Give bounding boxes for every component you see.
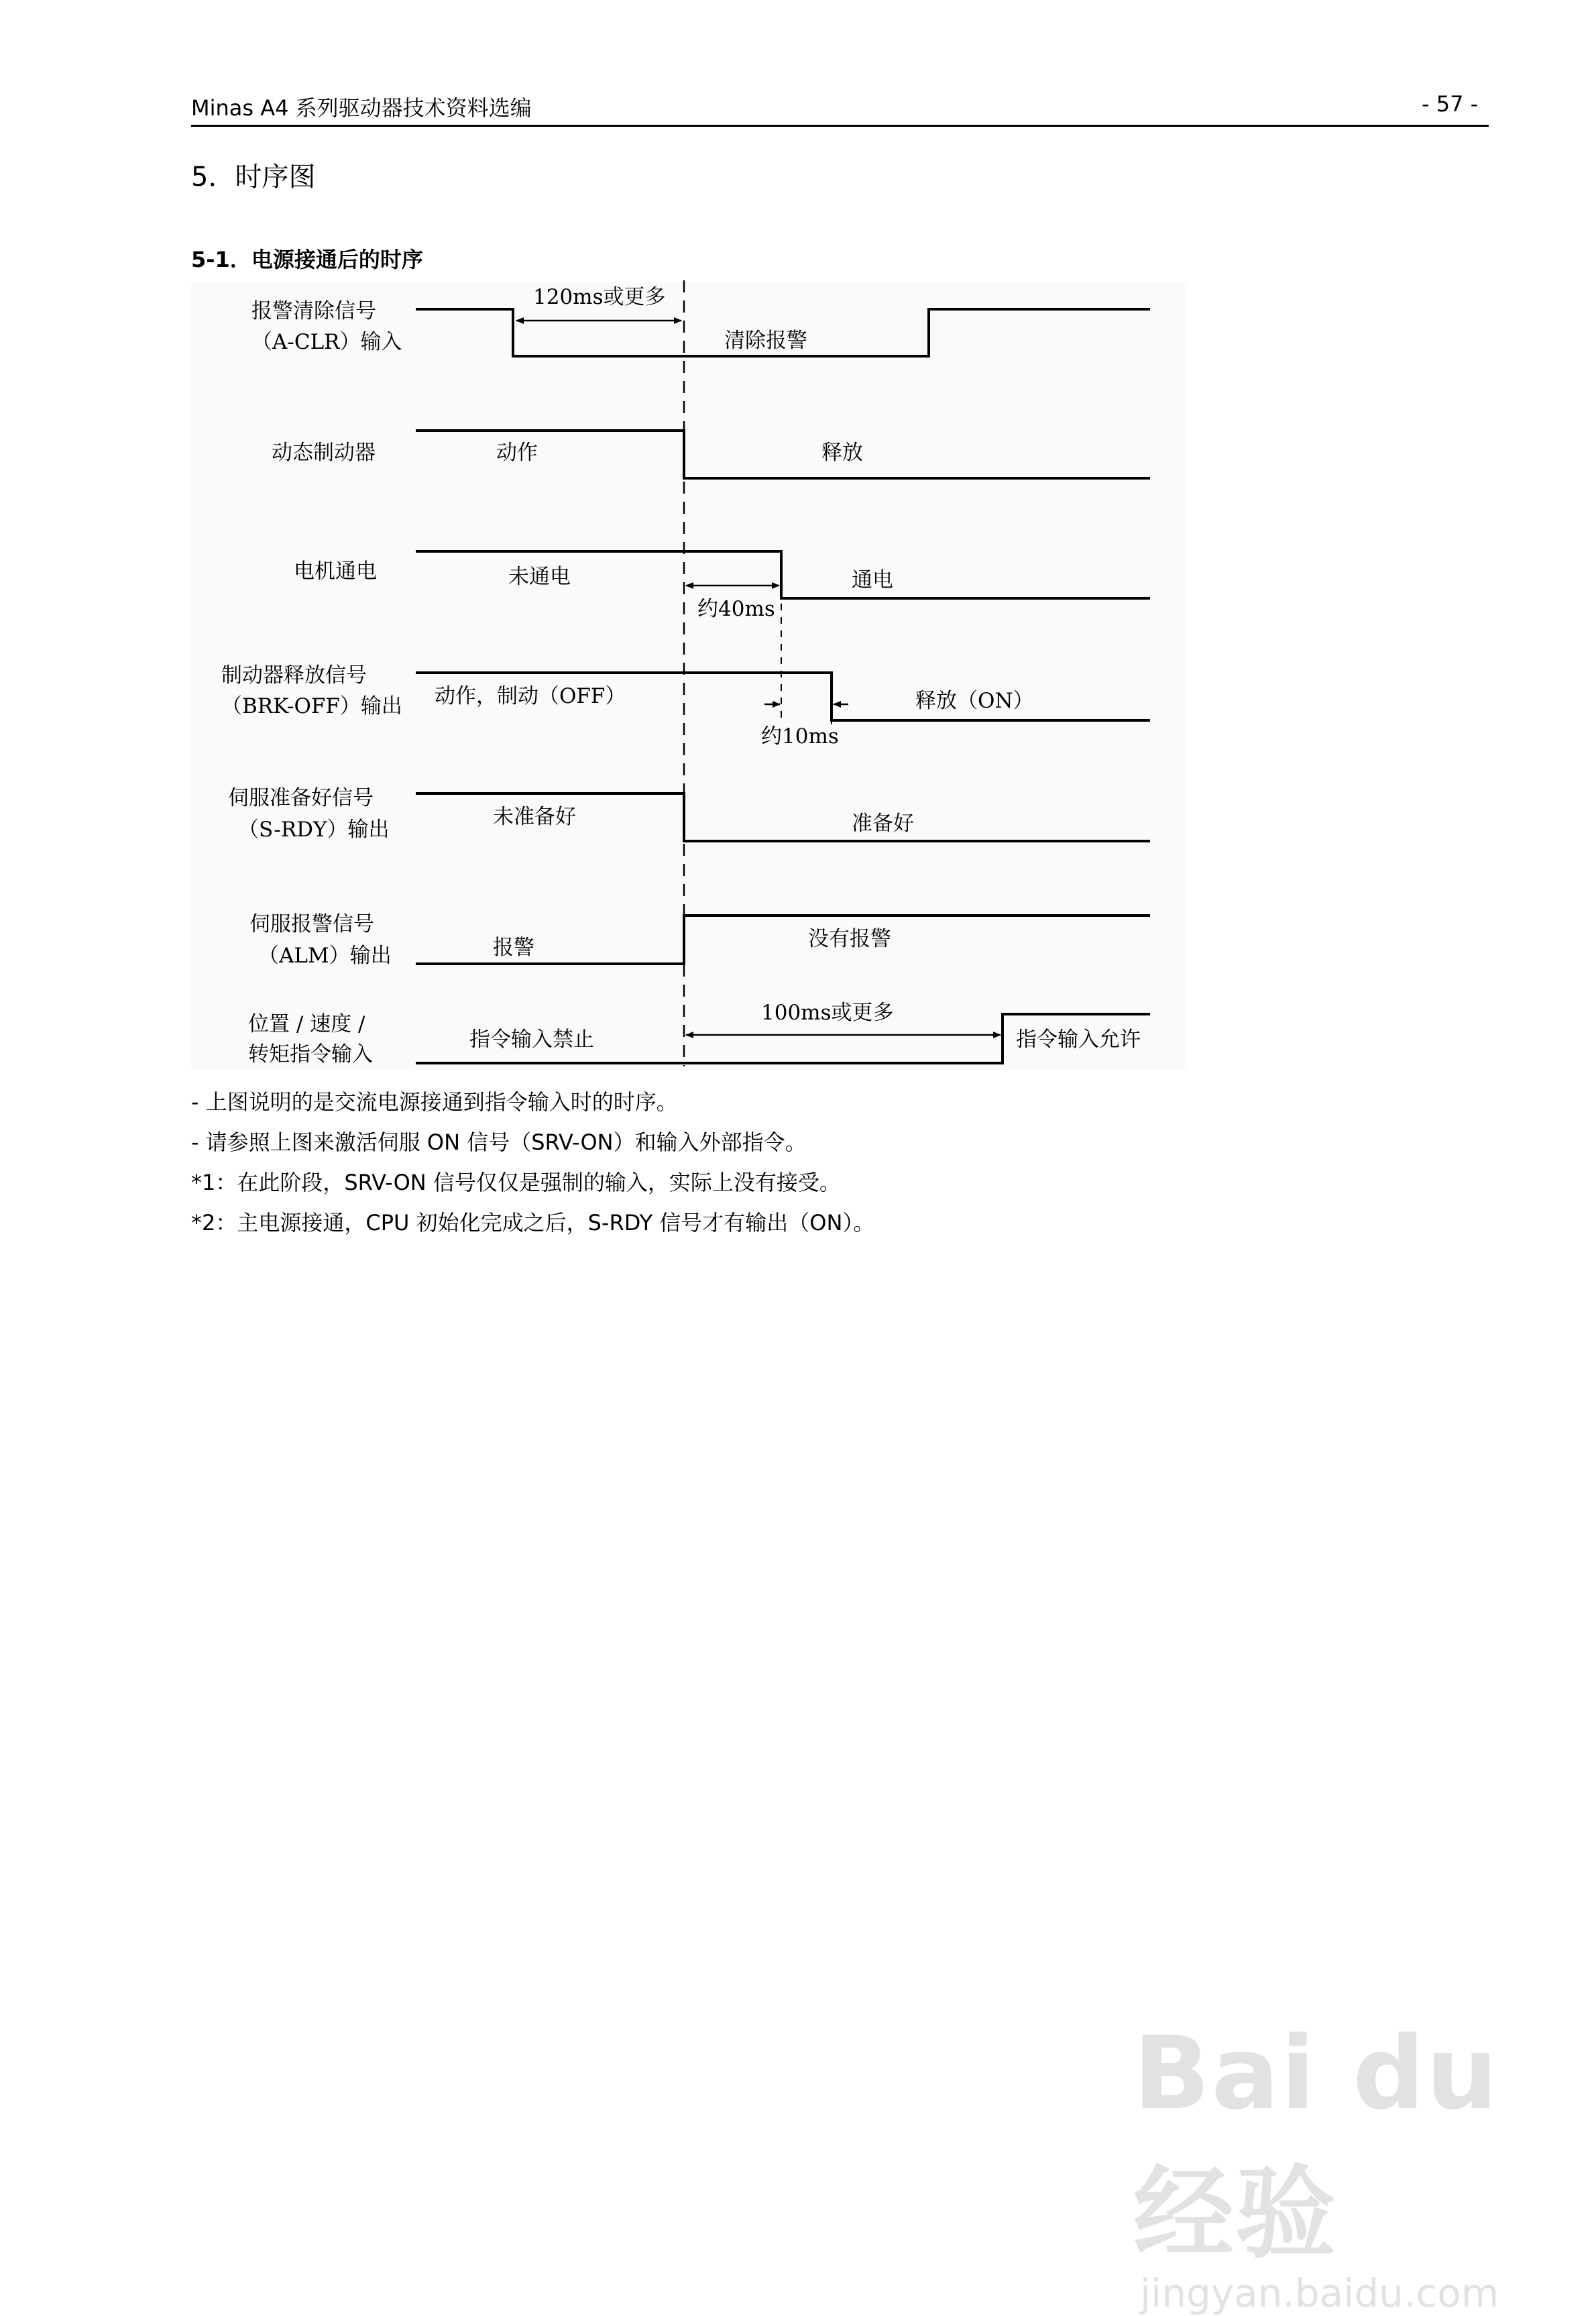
- signal-label-brkoff-2: （BRK-OFF）输出: [221, 694, 402, 718]
- state-dynamic-brake-active: 动作: [496, 441, 538, 465]
- state-command-inhibit: 指令输入禁止: [469, 1028, 594, 1052]
- signal-label-command-2: 转矩指令输入: [248, 1042, 373, 1066]
- timing-40ms-label: 约40ms: [697, 597, 775, 621]
- state-brkoff-on: 释放（ON）: [915, 689, 1034, 713]
- watermark-url: jingyan.baidu.com: [1140, 2270, 1499, 2316]
- timing-100ms-label: 100ms或更多: [761, 1001, 894, 1025]
- state-dynamic-brake-release: 释放: [821, 441, 863, 465]
- state-motor-off: 未通电: [508, 565, 571, 589]
- signal-label-alm-2: （ALM）输出: [258, 944, 392, 968]
- subsection-title: 5-1．电源接通后的时序: [191, 247, 423, 272]
- state-alm-no-alarm: 没有报警: [808, 927, 891, 951]
- watermark-logo: Bai du 经验: [1133, 2016, 1499, 2272]
- state-command-allow: 指令输入允许: [1016, 1028, 1141, 1052]
- state-motor-on: 通电: [852, 568, 893, 592]
- section-title: 5．时序图: [191, 162, 316, 192]
- note-1: - 上图说明的是交流电源接通到指令输入时的时序。: [191, 1089, 678, 1115]
- signal-label-dynamic-brake: 动态制动器: [272, 441, 376, 465]
- signal-label-command-1: 位置 / 速度 /: [248, 1012, 365, 1036]
- state-alm-alarm: 报警: [493, 936, 534, 960]
- note-2: - 请参照上图来激活伺服 ON 信号（SRV-ON）和输入外部指令。: [191, 1129, 807, 1155]
- signal-label-srdy-1: 伺服准备好信号: [228, 786, 374, 810]
- signal-label-alm-1: 伺服报警信号: [249, 912, 374, 936]
- timing-120ms-label: 120ms或更多: [533, 285, 666, 309]
- state-aclr-clear: 清除报警: [724, 329, 807, 353]
- state-srdy-not-ready: 未准备好: [493, 805, 576, 829]
- timing-10ms-label: 约10ms: [761, 724, 839, 749]
- timing-diagram: [0, 0, 1596, 1087]
- note-4: *2：主电源接通，CPU 初始化完成之后，S-RDY 信号才有输出（ON）。: [191, 1210, 875, 1235]
- page-number: - 57 -: [1422, 91, 1479, 117]
- state-srdy-ready: 准备好: [852, 812, 914, 836]
- state-brkoff-off: 动作，制动（OFF）: [435, 684, 626, 708]
- signal-label-brkoff-1: 制动器释放信号: [221, 663, 367, 687]
- signal-label-aclr-1: 报警清除信号: [251, 299, 376, 323]
- note-3: *1：在此阶段，SRV-ON 信号仅仅是强制的输入，实际上没有接受。: [191, 1170, 841, 1195]
- header-title: Minas A4 系列驱动器技术资料选编: [191, 95, 532, 121]
- baidu-watermark: [1133, 2016, 1596, 2316]
- signal-label-srdy-2: （S-RDY）输出: [238, 818, 390, 842]
- signal-label-aclr-2: （A-CLR）输入: [251, 330, 402, 354]
- signal-label-motor-power: 电机通电: [294, 559, 377, 584]
